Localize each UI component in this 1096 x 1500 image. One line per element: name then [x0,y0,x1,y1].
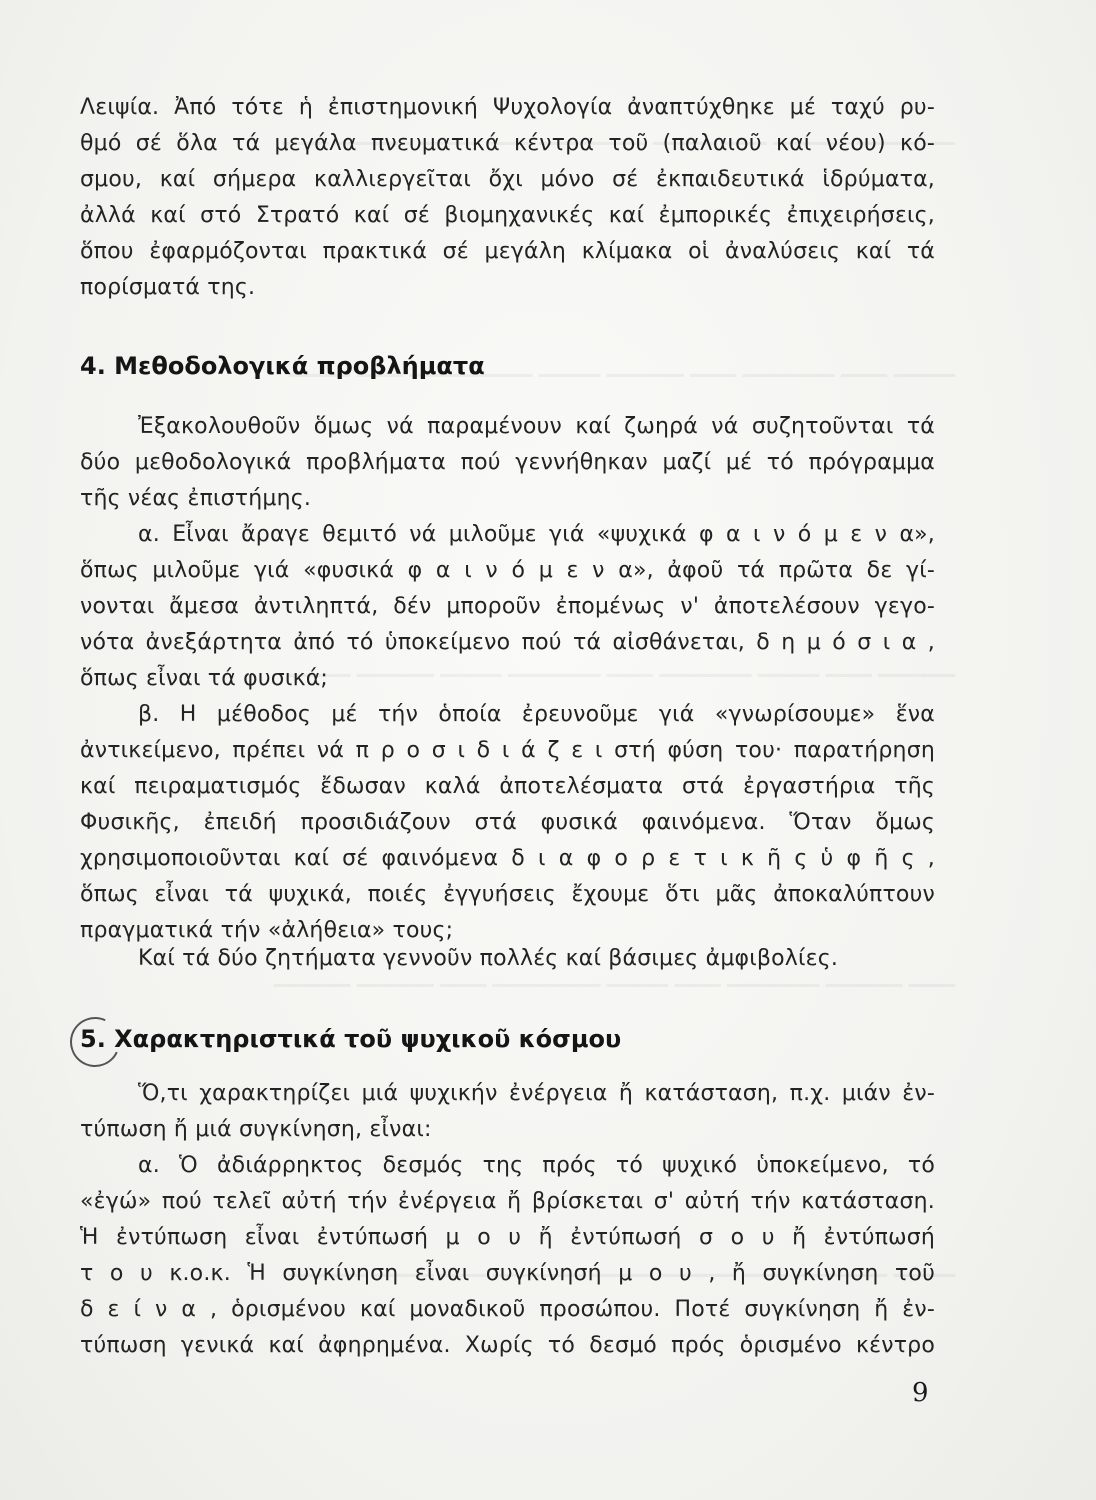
paragraph-line: δύο μεθοδολογικά προβλήματα πού γεννήθηκαν μαζί μέ τό πρόγραμμα [80,450,935,475]
paragraph-line: Λειψία. Ἀπό τότε ἡ ἐπιστημονική Ψυχολογία ἀναπτύχθηκε μέ ταχύ ρυ- [80,95,935,120]
paragraph-line: τ ο υ κ.ο.κ. Ἡ συγκίνηση εἶναι συγκίνησή μ ο υ , ἤ συγκίνηση τοῦ [80,1261,935,1286]
paragraph-line: Καί τά δύο ζητήματα γεννοῦν πολλές καί βάσιμες ἀμφιβολίες. [138,946,839,971]
paragraph-line: νότα ἀνεξάρτητα ἀπό τό ὑποκείμενο πού τά αἰσθάνεται, δ η μ ό σ ι α , [80,630,935,655]
section-heading-wrapper [80,1023,621,1055]
paragraph-line: θμό σέ ὅλα τά μεγάλα πνευματικά κέντρα τοῦ (παλαιοῦ καί νέου) κό- [80,131,935,156]
paragraph-line: σμου, καί σήμερα καλλιεργεῖται ὄχι μόνο σέ ἐκπαιδευτικά ἱδρύματα, [80,167,935,192]
paragraph-line: πορίσματά της. [80,275,256,300]
paragraph-line: ὅπως εἶναι τά ψυχικά, ποιές ἐγγυήσεις ἔχουμε ὅτι μᾶς ἀποκαλύπτουν [80,882,935,907]
paragraph-line: ὅπως μιλοῦμε γιά «φυσικά φ α ι ν ό μ ε ν α», ἀφοῦ τά πρῶτα δε γί- [80,558,935,583]
paragraph-line: «ἐγώ» πού τελεῖ αὐτή τήν ἐνέργεια ἤ βρίσκεται σ' αὐτή τήν κατάσταση. [80,1189,935,1214]
paragraph-line: πραγματικά τήν «ἀλήθεια» τους; [80,918,454,943]
paragraph-line: Ὅ,τι χαρακτηρίζει μιά ψυχικήν ἐνέργεια ἤ κατάσταση, π.χ. μιάν ἐν- [138,1081,935,1106]
paragraph-line: τύπωση γενικά καί ἀφηρημένα. Χωρίς τό δεσμό πρός ὁρισμένο κέντρο [80,1333,935,1358]
paragraph-line: α. Εἶναι ἄραγε θεμιτό νά μιλοῦμε γιά «ψυχικά φ α ι ν ό μ ε ν α», [138,522,935,547]
paragraph-line: Ἡ ἐντύπωση εἶναι ἐντύπωσή μ ο υ ἤ ἐντύπωσή σ ο υ ἤ ἐντύπωσή [80,1225,935,1250]
paragraph-line: Ἐξακολουθοῦν ὅμως νά παραμένουν καί ζωηρά νά συζητοῦνται τά [138,414,935,439]
paragraph-line: ὅπως εἶναι τά φυσικά; [80,666,329,691]
page-number: 9 [912,1378,929,1408]
section-heading: 4. Μεθοδολογικά προβλήματα [80,352,485,380]
paragraph-line: χρησιμοποιοῦνται καί σέ φαινόμενα δ ι α φ ο ρ ε τ ι κ ῆ ς ὑ φ ῆ ς , [80,846,935,871]
section-heading: 5. Χαρακτηριστικά τοῦ ψυχικοῦ κόσμου [80,1025,622,1053]
paragraph-line: ἀλλά καί στό Στρατό καί σέ βιομηχανικές καί ἐμπορικές ἐπιχειρήσεις, [80,203,935,228]
paragraph-line: β. Η μέθοδος μέ τήν ὁποία ἐρευνοῦμε γιά «γνωρίσουμε» ἕνα [138,702,935,727]
paragraph-line: τύπωση ἤ μιά συγκίνηση, εἶναι: [80,1117,432,1142]
paragraph-line: τῆς νέας ἐπιστήμης. [80,486,312,511]
paragraph-line: ἀντικείμενο, πρέπει νά π ρ ο σ ι δ ι ά ζ ε ι στή φύση του· παρατήρηση [80,738,935,763]
paragraph-line: ὅπου ἐφαρμόζονται πρακτικά σέ μεγάλη κλίμακα οἱ ἀναλύσεις καί τά [80,239,935,264]
paragraph-line: καί πειραματισμός ἔδωσαν καλά ἀποτελέσματα στά ἐργαστήρια τῆς [80,774,935,799]
paragraph-line: νονται ἄμεσα ἀντιληπτά, δέν μποροῦν ἐπομένως ν' ἀποτελέσουν γεγο- [80,594,935,619]
paragraph-line: Φυσικῆς, ἐπειδή προσιδιάζουν στά φυσικά φαινόμενα. Ὅταν ὅμως [80,810,935,835]
handwritten-circle-mark [63,1010,127,1074]
paragraph-line: α. Ὁ ἀδιάρρηκτος δεσμός της πρός τό ψυχικό ὑποκείμενο, τό [138,1153,935,1178]
paragraph-line: δ ε ί ν α , ὁρισμένου καί μοναδικοῦ προσώπου. Ποτέ συγκίνηση ἤ ἐν- [80,1297,935,1322]
